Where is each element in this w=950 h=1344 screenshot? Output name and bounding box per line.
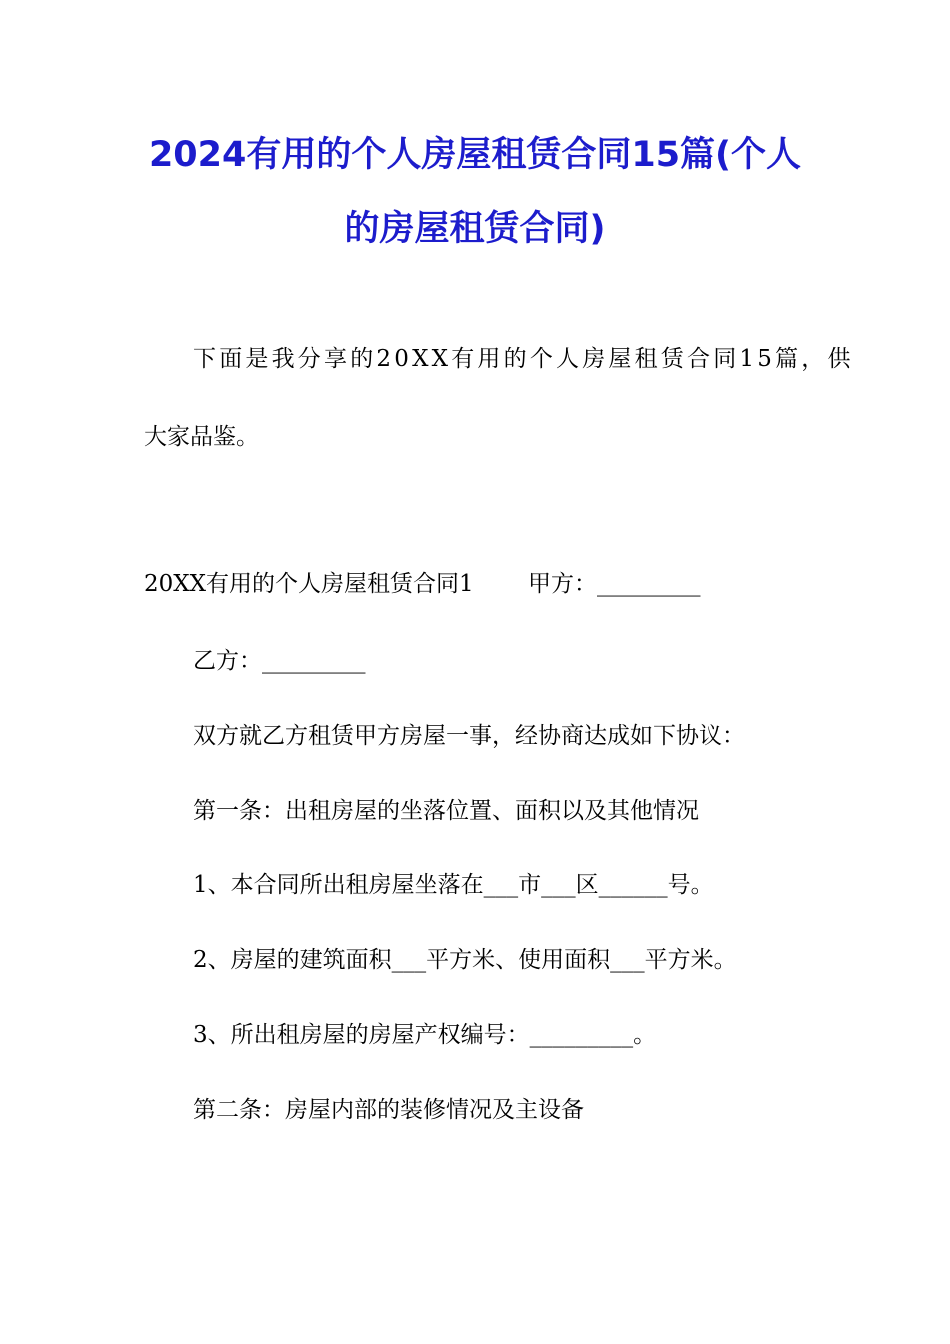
article-2-heading: 第二条：房屋内部的装修情况及主设备 — [193, 1097, 584, 1123]
intro-line-2: 大家品鉴。 — [144, 424, 259, 450]
party-a-line: 甲方：_________ — [528, 571, 701, 597]
article-1-heading: 第一条：出租房屋的坐落位置、面积以及其他情况 — [193, 798, 699, 824]
article-1-item-3: 3、所出租房屋的房屋产权编号：_________。 — [193, 1022, 657, 1048]
document-title-line-2: 的房屋租赁合同) — [344, 209, 606, 249]
intro-line-1: 下面是我分享的20XX有用的个人房屋租赁合同15篇，供 — [193, 346, 854, 372]
contract-heading: 20XX有用的个人房屋租赁合同1 — [144, 571, 474, 597]
party-b-line: 乙方：_________ — [193, 648, 366, 674]
agreement-statement: 双方就乙方租赁甲方房屋一事，经协商达成如下协议： — [193, 723, 745, 749]
article-1-item-1: 1、本合同所出租房屋坐落在___市___区______号。 — [193, 872, 714, 898]
article-1-item-2: 2、房屋的建筑面积___平方米、使用面积___平方米。 — [193, 947, 737, 973]
document-title-line-1: 2024有用的个人房屋租赁合同15篇(个人 — [148, 135, 802, 175]
